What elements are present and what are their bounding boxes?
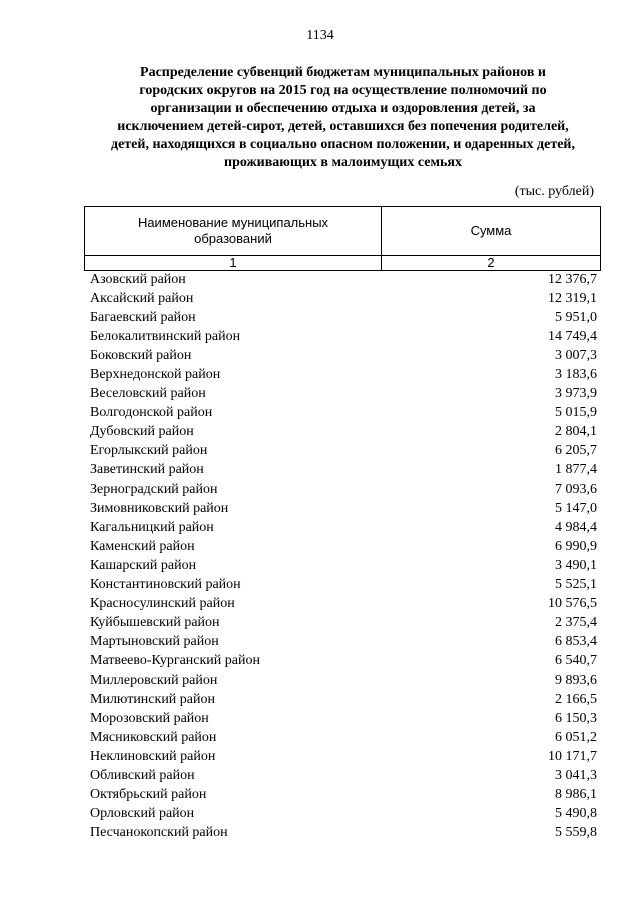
subvention-sum: 6 540,7 — [555, 653, 597, 669]
title-line: исключением детей-сирот, детей, оставшихся без попечения родителей, — [117, 119, 569, 134]
table-row — [84, 766, 597, 785]
subvention-sum: 9 893,6 — [555, 672, 597, 688]
subvention-sum: 3 041,3 — [555, 767, 597, 783]
table-row — [84, 499, 597, 518]
municipality-name: Орловский район — [90, 806, 195, 822]
municipality-name: Миллеровский район — [90, 672, 218, 688]
table-row — [84, 595, 597, 614]
subvention-sum: 7 093,6 — [555, 481, 597, 497]
table-row — [84, 308, 597, 327]
municipality-name: Красносулинский район — [90, 596, 235, 612]
municipality-name: Кашарский район — [90, 557, 197, 573]
municipality-name: Обливский район — [90, 767, 195, 783]
municipality-name: Кагальницкий район — [90, 519, 214, 535]
municipality-name: Морозовский район — [90, 710, 209, 726]
subvention-sum: 5 147,0 — [555, 500, 597, 516]
municipality-name: Каменский район — [90, 538, 195, 554]
subvention-sum: 3 973,9 — [555, 386, 597, 402]
column-header-name-line2: образований — [194, 231, 272, 246]
table-row — [84, 289, 597, 308]
table-row — [84, 346, 597, 365]
table-row — [84, 480, 597, 499]
subvention-sum: 10 576,5 — [548, 596, 597, 612]
subvention-sum: 6 853,4 — [555, 634, 597, 650]
table-row — [84, 556, 597, 575]
municipality-name: Верхнедонской район — [90, 367, 221, 383]
subvention-sum: 10 171,7 — [548, 748, 597, 764]
subvention-sum: 6 150,3 — [555, 710, 597, 726]
title-line: городских округов на 2015 год на осуществление полномочий по — [139, 83, 547, 98]
municipality-name: Матвеево-Курганский район — [90, 653, 260, 669]
subvention-sum: 3 007,3 — [555, 347, 597, 363]
municipality-name: Азовский район — [90, 271, 186, 287]
subvention-sum: 2 166,5 — [555, 691, 597, 707]
subvention-sum: 14 749,4 — [548, 328, 597, 344]
municipality-name: Мартыновский район — [90, 634, 219, 650]
table-row — [84, 270, 597, 289]
table-row — [84, 537, 597, 556]
subvention-sum: 2 804,1 — [555, 424, 597, 440]
column-header-name-line1: Наименование муниципальных — [137, 215, 329, 230]
municipality-name: Октябрьский район — [90, 787, 207, 803]
title-line: проживающих в малоимущих семьях — [224, 155, 462, 170]
subvention-sum: 5 559,8 — [555, 825, 597, 841]
units-label: (тыс. рублей) — [514, 184, 594, 199]
table-row — [84, 709, 597, 728]
column-number-2: 2 — [382, 256, 601, 271]
table-row — [84, 805, 597, 824]
document-title — [80, 64, 606, 172]
municipality-name: Волгодонской район — [90, 405, 213, 421]
municipality-name: Белокалитвинский район — [90, 328, 241, 344]
municipality-name: Куйбышевский район — [90, 615, 220, 631]
title-line: Распределение субвенций бюджетам муниципальных районов и — [140, 65, 546, 80]
subvention-sum: 1 877,4 — [555, 462, 597, 478]
municipality-name: Дубовский район — [90, 424, 194, 440]
column-header-name — [85, 207, 382, 256]
subvention-sum: 6 205,7 — [555, 443, 597, 459]
subvention-sum: 5 951,0 — [555, 309, 597, 325]
table-row — [84, 385, 597, 404]
municipality-name: Зерноградский район — [90, 481, 218, 497]
municipality-name: Егорлыкский район — [90, 443, 208, 459]
table-row — [84, 652, 597, 671]
municipality-name: Зимовниковский район — [90, 500, 229, 516]
column-number-1: 1 — [85, 256, 382, 271]
table-header — [84, 206, 601, 271]
table-row — [84, 461, 597, 480]
municipality-name: Аксайский район — [90, 290, 194, 306]
subvention-sum: 8 986,1 — [555, 787, 597, 803]
subvention-sum: 5 525,1 — [555, 577, 597, 593]
table-row — [84, 671, 597, 690]
municipality-name: Мясниковский район — [90, 729, 217, 745]
subvention-sum: 12 376,7 — [548, 271, 597, 287]
table-row — [84, 633, 597, 652]
subvention-sum: 3 183,6 — [555, 367, 597, 383]
subvention-sum: 4 984,4 — [555, 519, 597, 535]
table-body — [84, 270, 597, 843]
municipality-name: Веселовский район — [90, 386, 206, 402]
page-number: 1134 — [306, 28, 334, 43]
subvention-sum: 3 490,1 — [555, 557, 597, 573]
table-row — [84, 690, 597, 709]
title-line: детей, находящихся в социально опасном положении, и одаренных детей, — [110, 137, 575, 152]
table-row — [84, 786, 597, 805]
table-row — [84, 404, 597, 423]
subvention-sum: 12 319,1 — [548, 290, 597, 306]
table-row — [84, 824, 597, 843]
table-row — [84, 614, 597, 633]
table-row — [84, 576, 597, 595]
title-line: организации и обеспечению отдыха и оздоровления детей, за — [150, 101, 536, 116]
municipality-name: Неклиновский район — [90, 748, 216, 764]
municipality-name: Заветинский район — [90, 462, 204, 478]
municipality-name: Боковский район — [90, 347, 192, 363]
table-row — [84, 327, 597, 346]
table-row — [84, 365, 597, 384]
subvention-sum: 5 490,8 — [555, 806, 597, 822]
table-row — [84, 423, 597, 442]
table-row — [84, 518, 597, 537]
municipality-name: Багаевский район — [90, 309, 196, 325]
table-row — [84, 442, 597, 461]
municipality-name: Константиновский район — [90, 577, 241, 593]
table-row — [84, 728, 597, 747]
table-row — [84, 747, 597, 766]
subvention-sum: 5 015,9 — [555, 405, 597, 421]
subvention-sum: 6 051,2 — [555, 729, 597, 745]
subvention-sum: 2 375,4 — [555, 615, 597, 631]
column-header-sum: Сумма — [382, 207, 601, 256]
municipality-name: Милютинский район — [90, 691, 216, 707]
subvention-sum: 6 990,9 — [555, 538, 597, 554]
municipality-name: Песчанокопский район — [90, 825, 228, 841]
